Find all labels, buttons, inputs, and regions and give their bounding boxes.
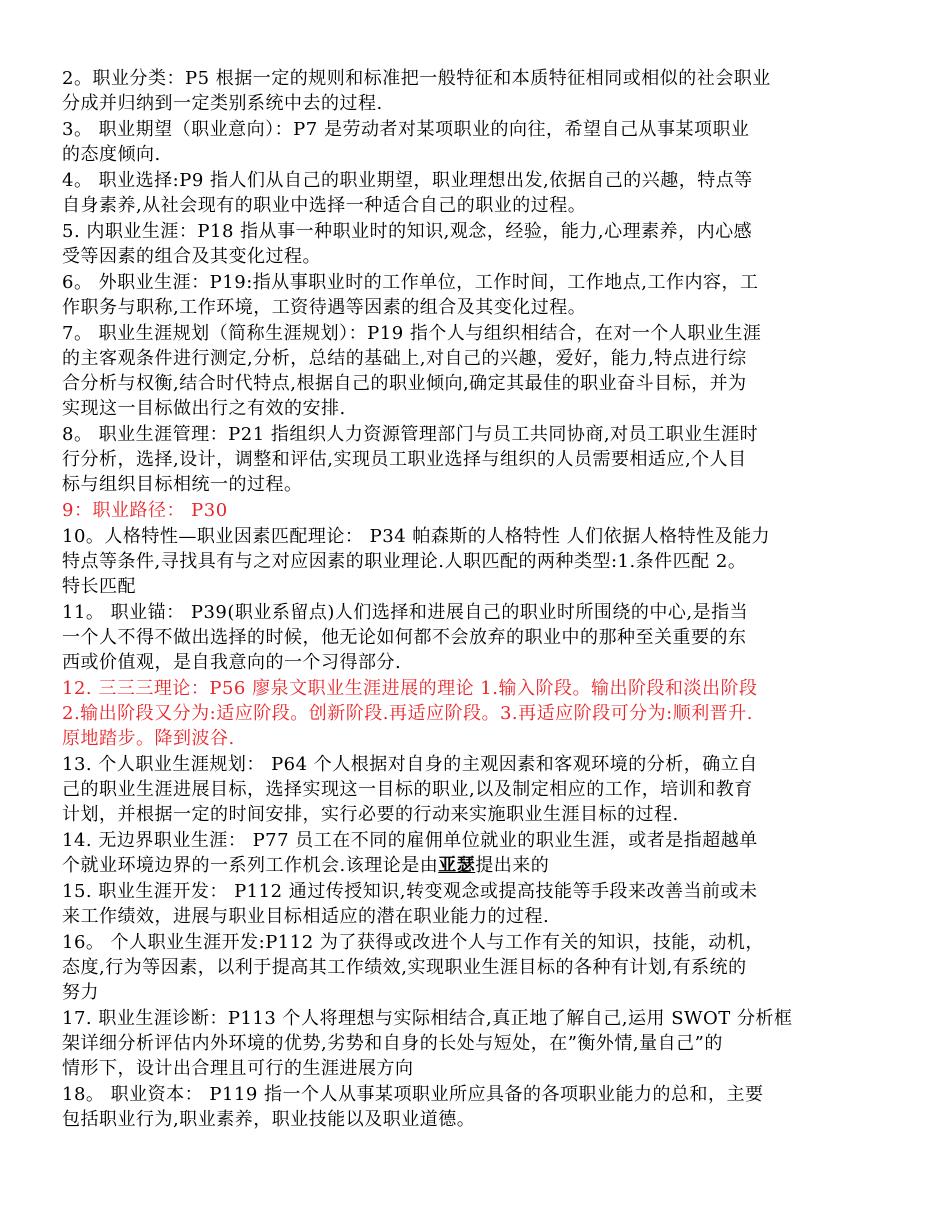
definition-paragraph-8 bbox=[62, 422, 892, 497]
text-line: 受等因素的组合及其变化过程。 bbox=[62, 246, 321, 267]
definition-paragraph-15 bbox=[62, 879, 892, 929]
text-line: 的态度倾向. bbox=[62, 144, 161, 165]
text-line: 2.输出阶段又分为:适应阶段。创新阶段.再适应阶段。3.再适应阶段可分为:顺利晋升. bbox=[62, 703, 753, 724]
text-line: 来工作绩效，进展与职业目标相适应的潜在职业能力的过程. bbox=[62, 906, 550, 927]
text-line: 5. 内职业生涯：P18 指从事一种职业时的知识,观念，经验，能力,心理素养，内心感 bbox=[62, 221, 753, 242]
text-line: 包括职业行为,职业素养，职业技能以及职业道德。 bbox=[62, 1109, 476, 1130]
definition-paragraph-10 bbox=[62, 524, 892, 599]
definition-paragraph-16 bbox=[62, 930, 892, 1005]
text-line bbox=[62, 853, 892, 878]
definition-paragraph-9-highlighted bbox=[62, 498, 892, 523]
text-line: 13. 个人职业生涯规划： P64 个人根据对自身的主观因素和客观环境的分析，确立自 bbox=[62, 754, 758, 775]
text-line: 18。 职业资本： P119 指一个人从事某项职业所应具备的各项职业能力的总和，主要 bbox=[62, 1084, 764, 1105]
text-line: 10。人格特性—职业因素匹配理论： P34 帕森斯的人格特性 人们依据人格特性及能力 bbox=[62, 526, 771, 547]
text-line: 自身素养,从社会现有的职业中选择一种适合自己的职业的过程。 bbox=[62, 195, 587, 216]
text-line: 8。 职业生涯管理：P21 指组织人力资源管理部门与员工共同协商,对员工职业生涯时 bbox=[62, 424, 759, 445]
definition-paragraph-6 bbox=[62, 270, 892, 320]
text-line: 情形下，设计出合理且可行的生涯进展方向 bbox=[62, 1058, 414, 1079]
text-line: 3。 职业期望（职业意向）：P7 是劳动者对某项职业的向往，希望自己从事某项职业 bbox=[62, 119, 750, 140]
text-line: 架详细分析评估内外环境的优势,劣势和自身的长处与短处，在”衡外情,量自己”的 bbox=[62, 1033, 723, 1054]
text-line: 17. 职业生涯诊断：P113 个人将理想与实际相结合,真正地了解自己,运用 SWOT 分析框 bbox=[62, 1008, 793, 1029]
text-line: 一个人不得不做出选择的时候，他无论如何都不会放弃的职业中的那种至关重要的东 bbox=[62, 627, 747, 648]
text-line: 行分析，选择,设计，调整和评估,实现员工职业选择与组织的人员需要相适应,个人目 bbox=[62, 449, 747, 470]
text-line: 分成并归纳到一定类别系统中去的过程. bbox=[62, 93, 383, 114]
definition-paragraph-3 bbox=[62, 117, 892, 167]
definition-paragraph-17 bbox=[62, 1006, 892, 1081]
text-line: 特长匹配 bbox=[62, 576, 136, 597]
definition-paragraph-4 bbox=[62, 168, 892, 218]
text-line: 的主客观条件进行测定,分析，总结的基础上,对自己的兴趣，爱好，能力,特点进行综 bbox=[62, 348, 747, 369]
text-line: 实现这一目标做出行之有效的安排. bbox=[62, 398, 346, 419]
text-line: 原地踏步。降到波谷. bbox=[62, 728, 235, 749]
text-line: 7。 职业生涯规划（简称生涯规划）：P19 指个人与组织相结合，在对一个人职业生涯 bbox=[62, 323, 762, 344]
definition-paragraph-14 bbox=[62, 828, 892, 878]
text-line: 4。 职业选择:P9 指人们从自己的职业期望，职业理想出发,依据自己的兴趣，特点等 bbox=[62, 170, 753, 191]
text-line: 14. 无边界职业生涯： P77 员工在不同的雇佣单位就业的职业生涯，或者是指超越单 bbox=[62, 830, 758, 851]
definition-paragraph-7 bbox=[62, 321, 892, 421]
definition-paragraph-5 bbox=[62, 219, 892, 269]
text-line: 16。 个人职业生涯开发:P112 为了获得或改进个人与工作有关的知识，技能，动机， bbox=[62, 932, 764, 953]
definition-paragraph-11 bbox=[62, 600, 892, 675]
text-line: 西或价值观，是自我意向的一个习得部分. bbox=[62, 652, 402, 673]
definition-paragraph-12-highlighted bbox=[62, 676, 892, 751]
text-line: 态度,行为等因素，以利于提高其工作绩效,实现职业生涯目标的各种有计划,有系统的 bbox=[62, 957, 747, 978]
text-line: 计划，并根据一定的时间安排，实行必要的行动来实施职业生涯目标的过程. bbox=[62, 804, 679, 825]
text-line: 合分析与权衡,结合时代特点,根据自己的职业倾向,确定其最佳的职业奋斗目标，并为 bbox=[62, 373, 747, 394]
definition-paragraph-18 bbox=[62, 1082, 892, 1132]
text-line: 12. 三三三理论：P56 廖泉文职业生涯进展的理论 1.输入阶段。输出阶段和淡出阶段 bbox=[62, 678, 758, 699]
text-line: 2。职业分类：P5 根据一定的规则和标准把一般特征和本质特征相同或相似的社会职业 bbox=[62, 68, 771, 89]
text-segment: 提出来的 bbox=[475, 855, 550, 876]
text-line: 6。 外职业生涯：P19:指从事职业时的工作单位，工作时间，工作地点,工作内容，工 bbox=[62, 272, 759, 293]
definition-paragraph-2 bbox=[62, 66, 892, 116]
text-line: 己的职业生涯进展目标，选择实现这一目标的职业,以及制定相应的工作，培训和教育 bbox=[62, 779, 753, 800]
text-segment: 个就业环境边界的一系列工作机会.该理论是由 bbox=[62, 855, 439, 876]
definition-paragraph-13 bbox=[62, 752, 892, 827]
text-line: 特点等条件,寻找具有与之对应因素的职业理论.人职匹配的两种类型:1.条件匹配 2。 bbox=[62, 551, 747, 572]
text-line: 标与组织目标相统一的过程。 bbox=[62, 474, 303, 495]
text-line: 努力 bbox=[62, 982, 99, 1003]
emphasized-name: 亚瑟 bbox=[438, 855, 476, 876]
text-line: 11。 职业锚： P39(职业系留点)人们选择和进展自己的职业时所围绕的中心,是指当 bbox=[62, 602, 749, 623]
text-line: 15. 职业生涯开发： P112 通过传授知识,转变观念或提高技能等手段来改善当前或未 bbox=[62, 881, 758, 902]
text-line: 作职务与职称,工作环境，工资待遇等因素的组合及其变化过程。 bbox=[62, 297, 587, 318]
text-line: 9：职业路径： P30 bbox=[62, 500, 228, 521]
